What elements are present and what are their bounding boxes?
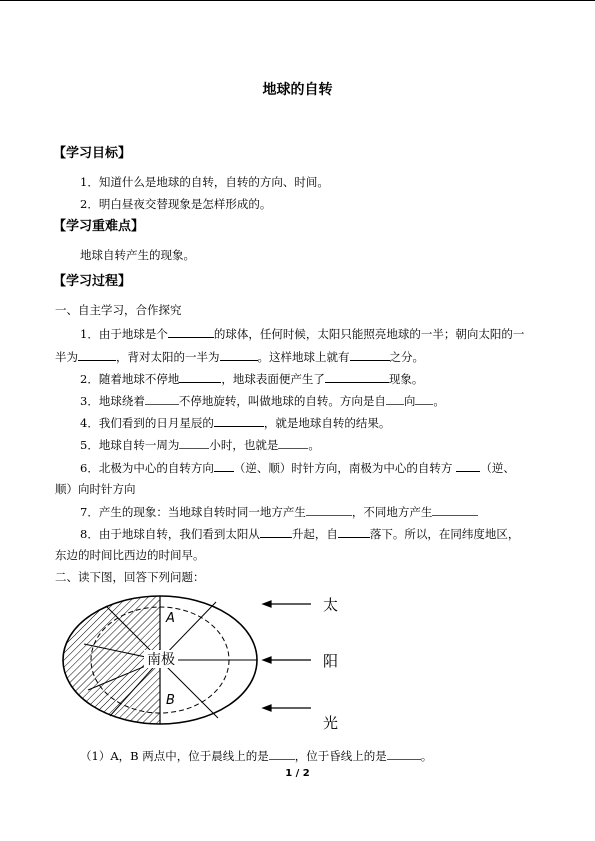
answer-blank[interactable]: [269, 748, 295, 760]
question-4: 4．我们看到的日月星辰的 ，就是地球自转的结果。: [80, 416, 391, 430]
question-7: 7．产生的现象：当地球自转时同一地方产生 ，不同地方产生: [80, 504, 478, 519]
answer-blank[interactable]: [456, 460, 480, 472]
answer-blank[interactable]: [179, 371, 221, 383]
question-6-line-1: 6．北极为中心的自转方向 （逆、顺）时针方向，南极为中心的自转方 （逆、: [80, 461, 515, 475]
answer-blank[interactable]: [214, 415, 264, 427]
answer-blank[interactable]: [145, 393, 179, 405]
key-points-text: 地球自转产生的现象。: [80, 248, 195, 262]
question-8-line-1: 8．由于地球自转，我们看到太阳从 升起，自 落下。所以，在同纬度地区，: [80, 527, 520, 541]
sunlight-label-2: 阳: [323, 652, 339, 670]
answer-blank[interactable]: [214, 460, 234, 472]
pole-label: 南极: [147, 652, 175, 668]
answer-blank[interactable]: [350, 349, 390, 361]
answer-blank[interactable]: [260, 526, 292, 538]
answer-blank[interactable]: [179, 437, 209, 449]
answer-blank[interactable]: [278, 437, 308, 449]
answer-blank[interactable]: [338, 526, 370, 538]
point-b-label: B: [166, 693, 175, 708]
question-6-line-2: 顺）向时针方向: [55, 482, 136, 496]
page-title: 地球的自转: [262, 82, 333, 98]
answer-blank[interactable]: [168, 326, 214, 338]
answer-blank[interactable]: [325, 371, 389, 383]
process-heading: 【学习过程】: [53, 274, 132, 289]
page-number: 1 / 2: [285, 768, 310, 779]
question-5: 5．地球自转一周为 小时，也就是 。: [80, 438, 320, 452]
question-2: 2．随着地球不停地 ，地球表面便产生了 现象。: [80, 372, 424, 386]
answer-blank[interactable]: [432, 504, 478, 516]
answer-blank[interactable]: [78, 349, 116, 361]
question-3: 3．地球绕着 不停地旋转，叫做地球的自转。方向是自 向 。: [80, 394, 445, 408]
page-top-border: [0, 0, 595, 1]
answer-blank[interactable]: [220, 349, 258, 361]
sunlight-label-1: 太: [323, 596, 339, 614]
earth-rotation-diagram: [58, 588, 358, 738]
sunlight-label-3: 光: [323, 714, 339, 732]
question-1-line-1: 1．由于地球是个 的球体，任何时候，太阳只能照亮地球的一半；朝向太阳的一: [80, 327, 525, 341]
goal-item-2: 2．明白昼夜交替现象是怎样形成的。: [80, 197, 272, 211]
answer-blank[interactable]: [386, 393, 404, 405]
answer-blank[interactable]: [387, 748, 421, 760]
key-points-heading: 【学习重难点】: [53, 219, 145, 234]
part1-heading: 一、自主学习，合作探究: [55, 303, 182, 317]
answer-blank[interactable]: [306, 504, 352, 516]
point-a-label: A: [166, 611, 175, 626]
goal-item-1: 1．知道什么是地球的自转，自转的方向、时间。: [80, 175, 329, 189]
goals-heading: 【学习目标】: [53, 146, 132, 161]
sunlight-arrows: [263, 601, 311, 711]
answer-blank[interactable]: [415, 393, 433, 405]
diagram-question-1: （1）A，B 两点中，位于晨线上的是 ，位于昏线上的是 。: [80, 749, 433, 763]
part2-heading: 二、读下图，回答下列问题：: [55, 570, 205, 584]
question-1-line-2: 半为 ，背对太阳的一半为 。这样地球上就有 之分。: [55, 350, 424, 364]
question-8-line-2: 东边的时间比西边的时间早。: [55, 548, 205, 562]
